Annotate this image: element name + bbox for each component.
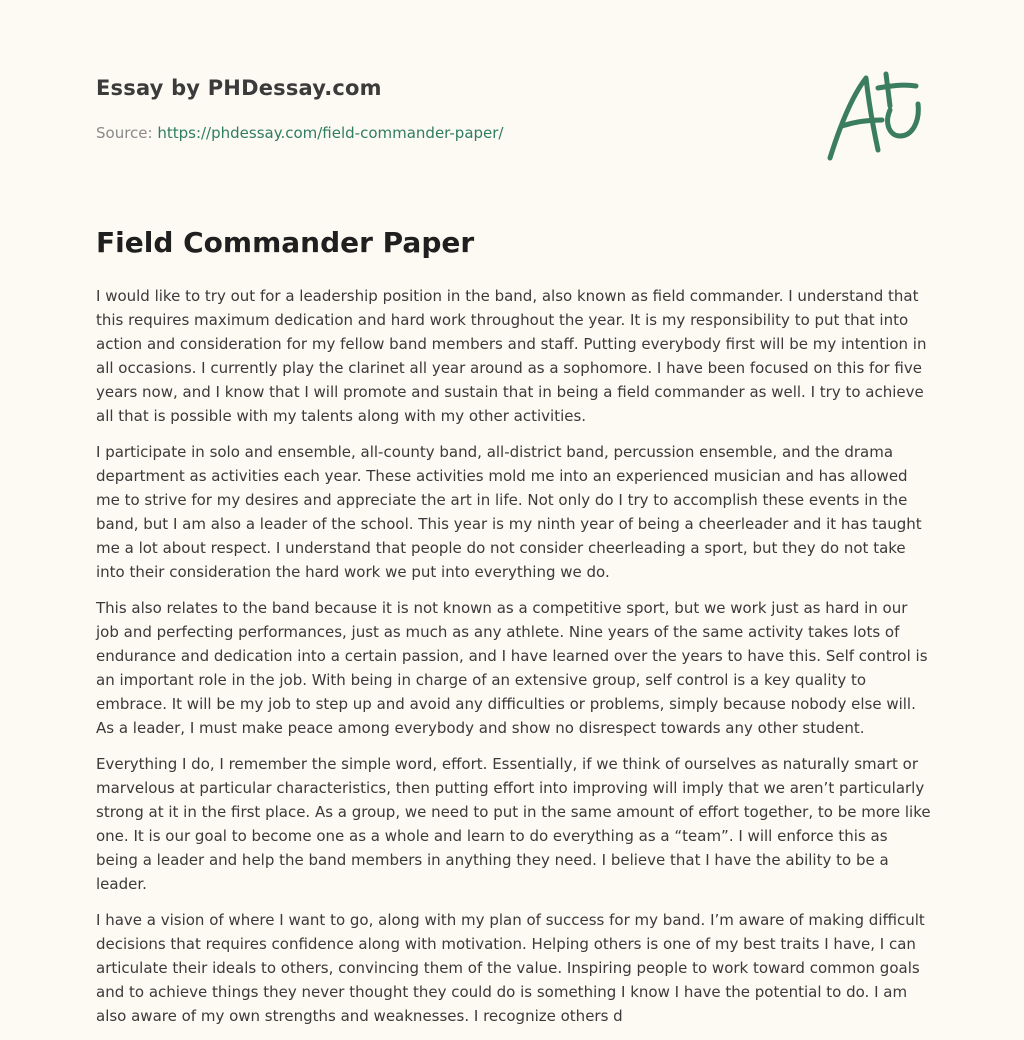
- a-plus-grade-icon: [820, 66, 930, 166]
- essay-paragraph: Everything I do, I remember the simple word, effort. Essentially, if we think of ourselves as naturally smart or marvelous at particular characteristics, then putting effort into improving will imply that we aren’t particularly strong at it in the first place. As a group, we need to put in the same amount of effort together, to be more like one. It is our goal to become one as a whole and learn to do everything as a “team”. I will enforce this as being a leader and help the band members in anything they need. I believe that I have the ability to be a leader.: [96, 755, 931, 893]
- essay-paragraph: This also relates to the band because it is not known as a competitive sport, but we work just as hard in our job and perfecting performances, just as much as any athlete. Nine years of the same activity takes lots of endurance and dedication into a certain passion, and I have learned over the years to have this. Self control is an important role in the job. With being in charge of an extensive group, self control is a key quality to embrace. It will be my job to step up and avoid any difficulties or problems, simply because nobody else will. As a leader, I must make peace among everybody and show no disrespect towards any other student.: [96, 599, 928, 737]
- essay-paragraph: I participate in solo and ensemble, all-county band, all-district band, percussion ensemble, and the drama department as activities each year. These activities mold me into an experienced musician and has allowed me to strive for my desires and appreciate the art in life. Not only do I try to accomplish these events in the band, but I am also a leader of the school. This year is my ninth year of being a cheerleader and it has taught me a lot about respect. I understand that people do not consider cheerleading a sport, but they do not take into their consideration the hard work we put into everything we do.: [96, 443, 922, 581]
- essay-paragraph: I would like to try out for a leadership position in the band, also known as field commander. I understand that this requires maximum dedication and hard work throughout the year. It is my responsibility to put that into action and consideration for my fellow band members and staff. Putting everybody first will be my intention in all occasions. I currently play the clarinet all year around as a sophomore. I have been focused on this for five years now, and I know that I will promote and sustain that in being a field commander as well. I try to achieve all that is possible with my talents along with my other activities.: [96, 287, 927, 425]
- essay-title: Field Commander Paper: [96, 226, 475, 259]
- source-label: Source:: [96, 124, 158, 142]
- essay-body: [96, 284, 932, 1040]
- essay-paragraph: I have a vision of where I want to go, along with my plan of success for my band. I’m aware of making difficult decisions that requires confidence along with motivation. Helping others is one of my best traits I have, I can articulate their ideals to others, convincing them of the value. Inspiring people to work toward common goals and to achieve things they never thought they could do is something I know I have the potential to do. I am also aware of my own strengths and weaknesses. I recognize others d: [96, 911, 925, 1025]
- source-link[interactable]: https://phdessay.com/field-commander-paper/: [157, 124, 504, 142]
- site-brand: Essay by PHDessay.com: [96, 76, 382, 100]
- source-line: [96, 124, 504, 142]
